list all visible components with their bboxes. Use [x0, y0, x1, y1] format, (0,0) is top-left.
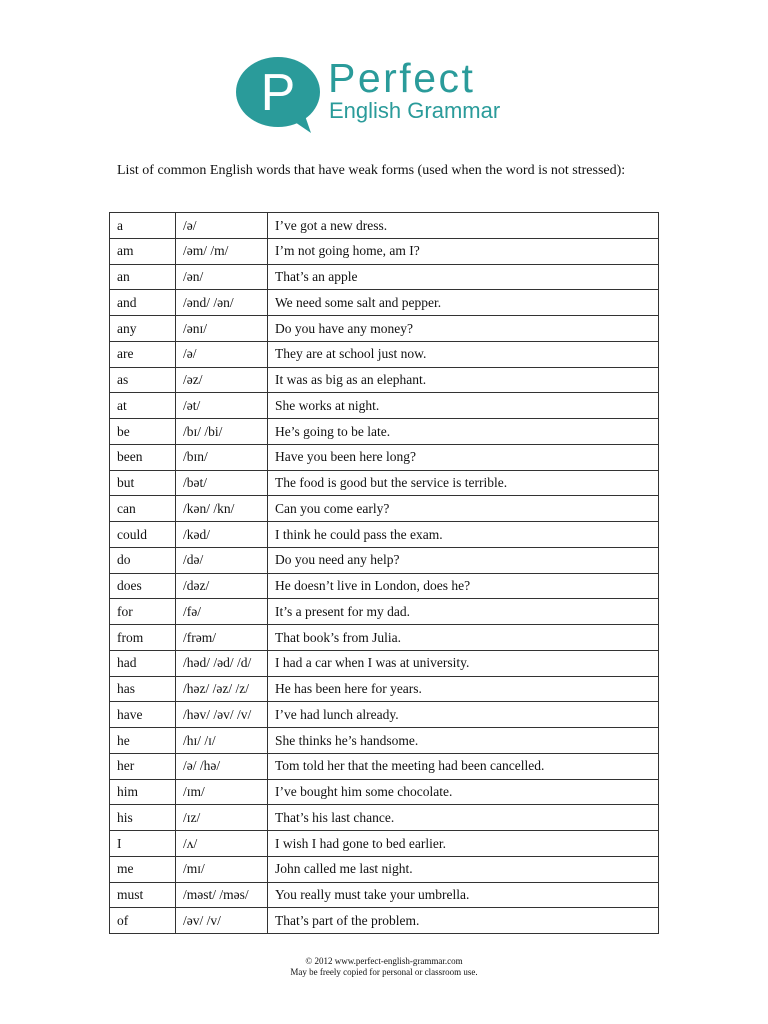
table-row — [110, 650, 659, 676]
example-cell: I’ve bought him some chocolate. — [268, 779, 659, 805]
word-cell: and — [110, 290, 176, 316]
word-cell: has — [110, 676, 176, 702]
word-cell: any — [110, 316, 176, 342]
pronunciation-cell: /həv/ /əv/ /v/ — [176, 702, 268, 728]
table-row — [110, 882, 659, 908]
example-cell: That’s part of the problem. — [268, 908, 659, 934]
table-row — [110, 393, 659, 419]
word-cell: at — [110, 393, 176, 419]
pronunciation-cell: /ə/ /hə/ — [176, 753, 268, 779]
pronunciation-cell: /həz/ /əz/ /z/ — [176, 676, 268, 702]
logo-word-english-grammar: English Grammar — [329, 98, 501, 123]
example-cell: It’s a present for my dad. — [268, 599, 659, 625]
example-cell: John called me last night. — [268, 856, 659, 882]
brand-logo — [235, 56, 535, 136]
table-row — [110, 264, 659, 290]
word-cell: been — [110, 444, 176, 470]
example-cell: They are at school just now. — [268, 341, 659, 367]
example-cell: Can you come early? — [268, 496, 659, 522]
table-row — [110, 547, 659, 573]
word-cell: as — [110, 367, 176, 393]
example-cell: He has been here for years. — [268, 676, 659, 702]
word-cell: must — [110, 882, 176, 908]
example-cell: Do you have any money? — [268, 316, 659, 342]
table-row — [110, 238, 659, 264]
pronunciation-cell: /ɪm/ — [176, 779, 268, 805]
example-cell: I’ve got a new dress. — [268, 213, 659, 239]
pronunciation-cell: /dəz/ — [176, 573, 268, 599]
example-cell: I had a car when I was at university. — [268, 650, 659, 676]
word-cell: he — [110, 728, 176, 754]
pronunciation-cell: /mɪ/ — [176, 856, 268, 882]
weak-forms-table — [109, 212, 659, 934]
table-row — [110, 573, 659, 599]
pronunciation-cell: /ət/ — [176, 393, 268, 419]
word-cell: from — [110, 625, 176, 651]
table-row — [110, 856, 659, 882]
speech-bubble-logo-icon — [235, 56, 325, 134]
table-row — [110, 753, 659, 779]
example-cell: That’s his last chance. — [268, 805, 659, 831]
table-row — [110, 341, 659, 367]
pronunciation-cell: /əz/ — [176, 367, 268, 393]
pronunciation-cell: /ənɪ/ — [176, 316, 268, 342]
word-cell: her — [110, 753, 176, 779]
example-cell: You really must take your umbrella. — [268, 882, 659, 908]
word-cell: be — [110, 419, 176, 445]
pronunciation-cell: /əv/ /v/ — [176, 908, 268, 934]
word-cell: do — [110, 547, 176, 573]
word-cell: have — [110, 702, 176, 728]
pronunciation-cell: /məst/ /məs/ — [176, 882, 268, 908]
example-cell: I’m not going home, am I? — [268, 238, 659, 264]
word-cell: am — [110, 238, 176, 264]
pronunciation-cell: /ə/ — [176, 341, 268, 367]
pronunciation-cell: /fə/ — [176, 599, 268, 625]
table-row — [110, 444, 659, 470]
pronunciation-cell: /frəm/ — [176, 625, 268, 651]
example-cell: I’ve had lunch already. — [268, 702, 659, 728]
pronunciation-cell: /həd/ /əd/ /d/ — [176, 650, 268, 676]
word-cell: had — [110, 650, 176, 676]
word-cell: but — [110, 470, 176, 496]
word-cell: of — [110, 908, 176, 934]
pronunciation-cell: /kən/ /kn/ — [176, 496, 268, 522]
footer-usage-note: May be freely copied for personal or classroom use. — [290, 967, 478, 977]
pronunciation-cell: /əm/ /m/ — [176, 238, 268, 264]
example-cell: I wish I had gone to bed earlier. — [268, 831, 659, 857]
table-row — [110, 702, 659, 728]
example-cell: Have you been here long? — [268, 444, 659, 470]
example-cell: I think he could pass the exam. — [268, 522, 659, 548]
table-row — [110, 805, 659, 831]
table-row — [110, 908, 659, 934]
weak-forms-table-body — [110, 213, 659, 934]
table-row — [110, 625, 659, 651]
word-cell: could — [110, 522, 176, 548]
example-cell: That book’s from Julia. — [268, 625, 659, 651]
example-cell: Do you need any help? — [268, 547, 659, 573]
table-row — [110, 779, 659, 805]
logo-word-perfect: Perfect — [328, 55, 476, 101]
table-row — [110, 728, 659, 754]
pronunciation-cell: /hɪ/ /ɪ/ — [176, 728, 268, 754]
word-cell: a — [110, 213, 176, 239]
table-row — [110, 290, 659, 316]
pronunciation-cell: /bɪ/ /bi/ — [176, 419, 268, 445]
intro-text: List of common English words that have weak forms (used when the word is not stressed): — [117, 163, 626, 178]
example-cell: She works at night. — [268, 393, 659, 419]
table-row — [110, 522, 659, 548]
pronunciation-cell: /ənd/ /ən/ — [176, 290, 268, 316]
table-row — [110, 419, 659, 445]
table-row — [110, 316, 659, 342]
pronunciation-cell: /ʌ/ — [176, 831, 268, 857]
example-cell: He’s going to be late. — [268, 419, 659, 445]
word-cell: for — [110, 599, 176, 625]
word-cell: his — [110, 805, 176, 831]
example-cell: She thinks he’s handsome. — [268, 728, 659, 754]
pronunciation-cell: /bɪn/ — [176, 444, 268, 470]
table-row — [110, 831, 659, 857]
word-cell: me — [110, 856, 176, 882]
table-row — [110, 213, 659, 239]
pronunciation-cell: /bət/ — [176, 470, 268, 496]
table-row — [110, 367, 659, 393]
pronunciation-cell: /ə/ — [176, 213, 268, 239]
word-cell: him — [110, 779, 176, 805]
table-row — [110, 496, 659, 522]
example-cell: Tom told her that the meeting had been cancelled. — [268, 753, 659, 779]
word-cell: are — [110, 341, 176, 367]
table-row — [110, 599, 659, 625]
word-cell: does — [110, 573, 176, 599]
example-cell: He doesn’t live in London, does he? — [268, 573, 659, 599]
pronunciation-cell: /kəd/ — [176, 522, 268, 548]
table-row — [110, 470, 659, 496]
word-cell: can — [110, 496, 176, 522]
logo-letter: P — [260, 64, 296, 122]
footer-copyright: © 2012 www.perfect-english-grammar.com — [305, 956, 463, 966]
table-row — [110, 676, 659, 702]
example-cell: The food is good but the service is terrible. — [268, 470, 659, 496]
word-cell: I — [110, 831, 176, 857]
word-cell: an — [110, 264, 176, 290]
pronunciation-cell: /ən/ — [176, 264, 268, 290]
example-cell: We need some salt and pepper. — [268, 290, 659, 316]
pronunciation-cell: /ɪz/ — [176, 805, 268, 831]
example-cell: It was as big as an elephant. — [268, 367, 659, 393]
example-cell: That’s an apple — [268, 264, 659, 290]
pronunciation-cell: /də/ — [176, 547, 268, 573]
